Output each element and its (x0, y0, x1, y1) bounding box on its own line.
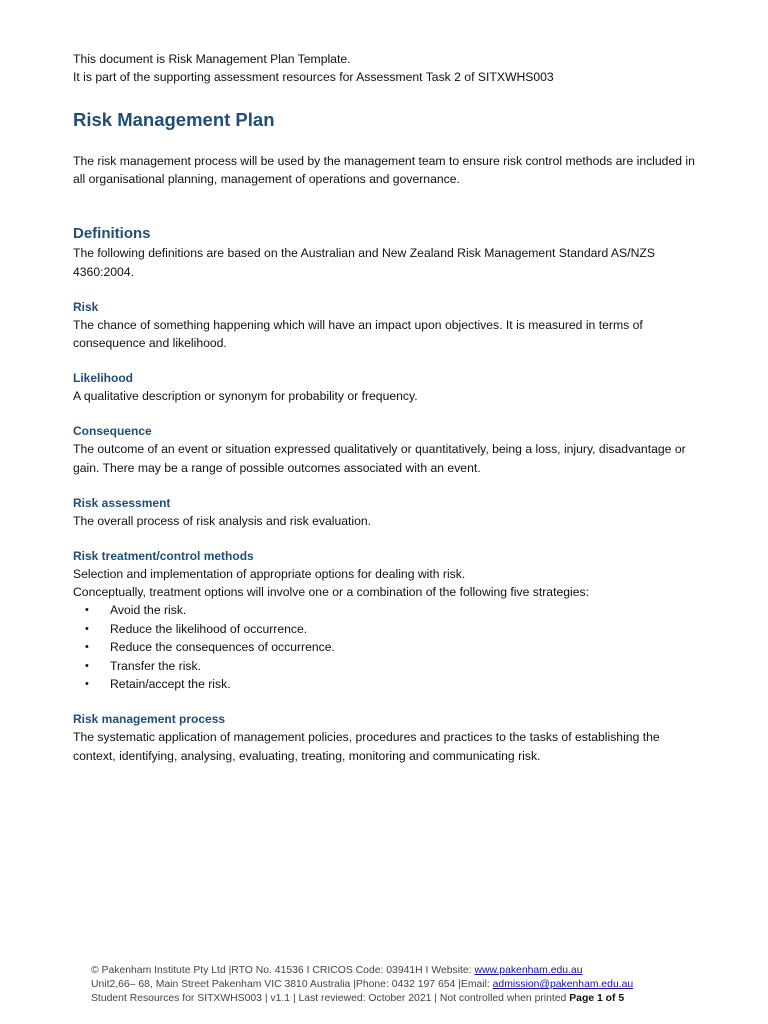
strategy-text: Transfer the risk. (110, 658, 201, 673)
page-title: Risk Management Plan (73, 109, 275, 130)
risk-treatment-definition-1: Selection and implementation of appropriate options for dealing with risk. (73, 567, 466, 582)
intro-block (73, 50, 703, 86)
bullet-icon: • (85, 659, 89, 672)
consequence-term: Consequence (73, 424, 152, 439)
page-footer (91, 964, 691, 1007)
intro-line-1: This document is Risk Management Plan Template. (73, 52, 351, 66)
email-link[interactable]: admission@pakenham.edu.au (492, 979, 634, 991)
risk-treatment-definition-2: Conceptually, treatment options will involve one or a combination of the following five strategies: (73, 585, 589, 600)
list-item (73, 675, 703, 693)
footer-line-2 (91, 978, 691, 992)
website-link[interactable]: www.pakenham.edu.au (474, 965, 583, 976)
page-number: Page 1 of 5 (569, 993, 625, 1005)
list-item (73, 638, 703, 656)
list-item (73, 601, 703, 619)
strategy-text: Retain/accept the risk. (110, 677, 231, 692)
footer-line-3 (91, 992, 691, 1006)
bullet-icon: • (85, 678, 89, 691)
strategies-list (73, 601, 703, 693)
bullet-icon: • (85, 604, 89, 617)
likelihood-definition: A qualitative description or synonym for probability or frequency. (73, 389, 418, 404)
lead-paragraph: The risk management process will be used by the management team to ensure risk control methods are included in all organisational planning, management of operations and governance. (73, 154, 695, 187)
risk-management-process-definition: The systematic application of management policies, procedures and practices to the tasks of establishing the context, identifying, analysing, evaluating, treating, monitoring and communicating risk. (73, 730, 660, 763)
consequence-definition: The outcome of an event or situation expressed qualitatively or quantitatively, being a loss, injury, disadvantage or gain. There may be a range of possible outcomes associated with an event. (73, 442, 686, 475)
definitions-heading: Definitions (73, 225, 151, 243)
likelihood-term: Likelihood (73, 371, 133, 386)
list-item (73, 657, 703, 675)
intro-line-2: It is part of the supporting assessment resources for Assessment Task 2 of SITXWHS003 (73, 70, 554, 84)
risk-management-process-term: Risk management process (73, 712, 226, 727)
document-body (73, 50, 703, 765)
footer-copyright: © Pakenham Institute Pty Ltd |RTO No. 41536 I CRICOS Code: 03941H I Website: (91, 965, 475, 976)
bullet-icon: • (85, 622, 89, 635)
definitions-intro: The following definitions are based on the Australian and New Zealand Risk Management Standard AS/NZS 4360:2004. (73, 246, 655, 279)
footer-line-1 (91, 964, 691, 978)
strategy-text: Avoid the risk. (110, 603, 187, 618)
strategy-text: Reduce the consequences of occurrence. (110, 640, 335, 655)
risk-assessment-term: Risk assessment (73, 495, 171, 510)
bullet-icon: • (85, 641, 89, 654)
strategy-text: Reduce the likelihood of occurrence. (110, 621, 308, 636)
risk-assessment-definition: The overall process of risk analysis and risk evaluation. (73, 513, 372, 528)
footer-address: Unit2,66– 68, Main Street Pakenham VIC 3810 Australia |Phone: 0432 197 654 |Email: (91, 979, 493, 991)
list-item (73, 620, 703, 638)
risk-treatment-term: Risk treatment/control methods (73, 549, 254, 564)
risk-definition: The chance of something happening which will have an impact upon objectives. It is measured in terms of consequence and likelihood. (73, 317, 643, 351)
footer-version: Student Resources for SITXWHS003 | v1.1 | Last reviewed: October 2021 | Not controlled when printed (91, 993, 570, 1005)
risk-term: Risk (73, 299, 99, 314)
